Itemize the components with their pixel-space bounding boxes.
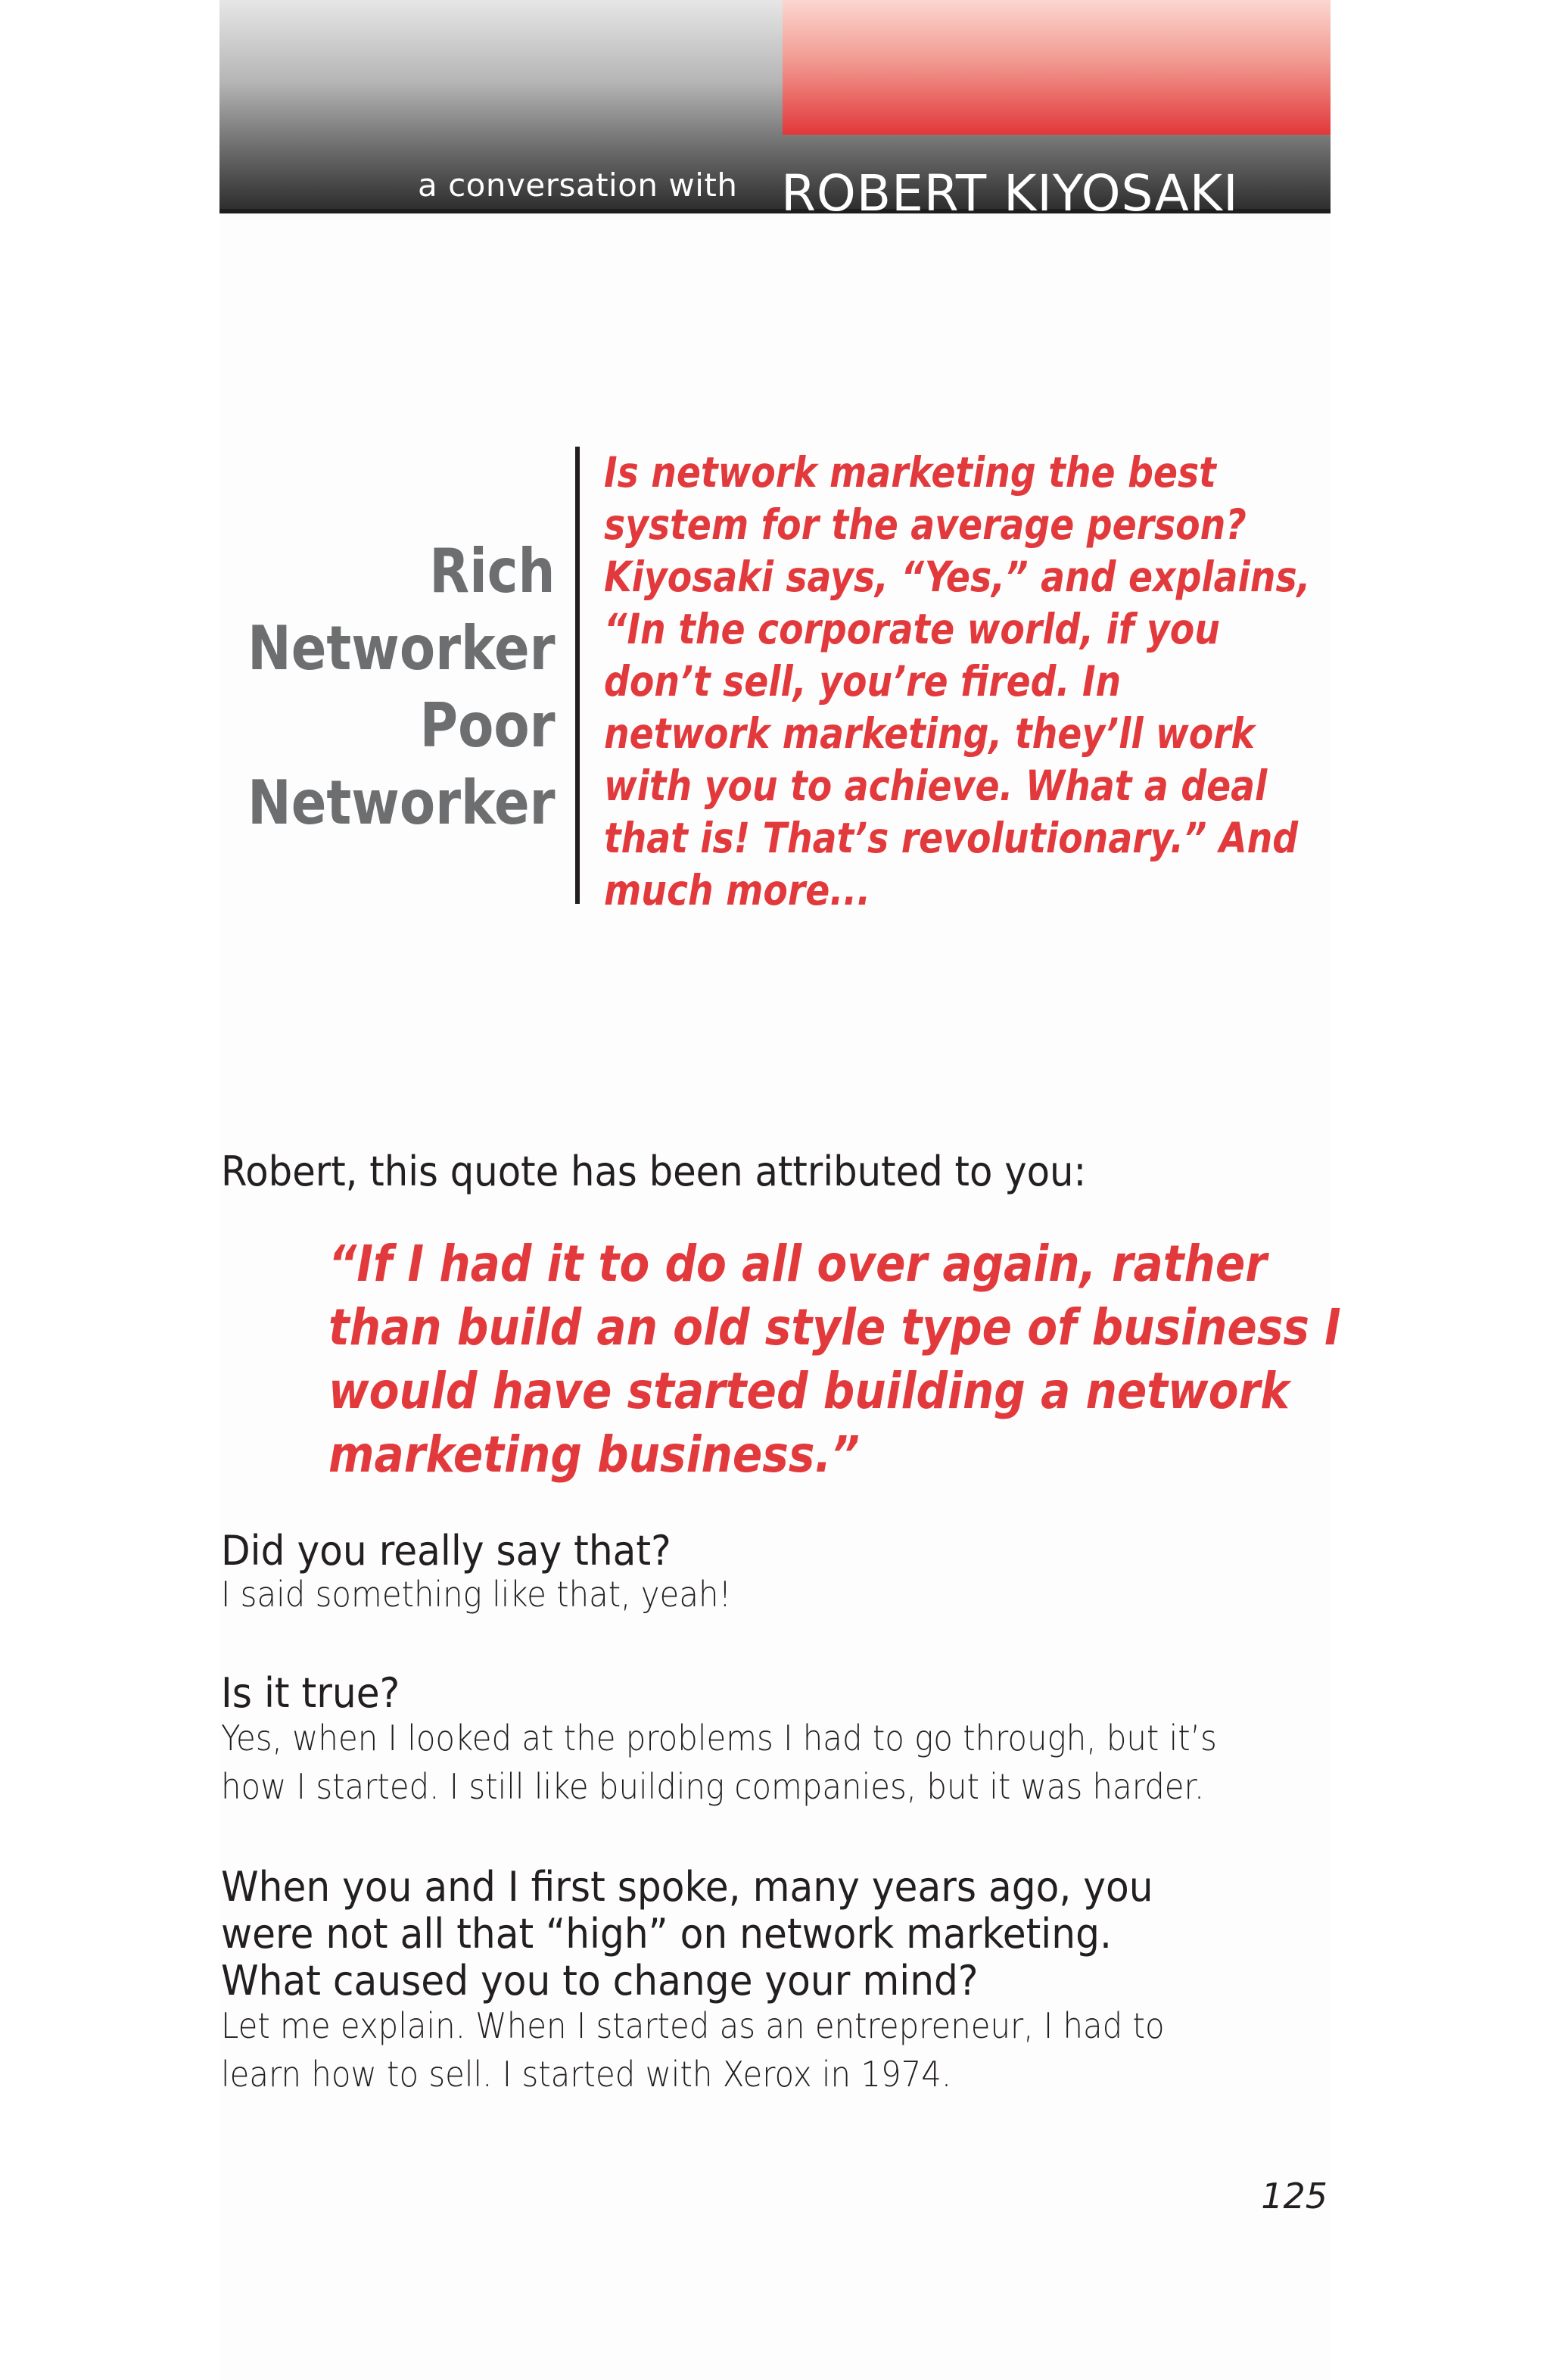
header-banner [219, 0, 1331, 213]
answer-line: Let me explain. When I started as an entrepreneur, I had to [221, 2005, 1165, 2046]
teaser-line: with you to achieve. What a deal [604, 762, 1268, 810]
article-title-line: Networker [247, 613, 556, 684]
pull-quote-line: marketing business.” [328, 1425, 860, 1484]
header-prefix: a conversation with [418, 167, 738, 204]
teaser-line: Kiyosaki says, “Yes,” and explains, [604, 553, 1311, 601]
answer [221, 2002, 1165, 2098]
question-line: When you and I first spoke, many years ago, you [221, 1863, 1153, 1911]
qa-block [221, 1864, 1258, 2098]
article-title-line: Poor [420, 690, 556, 761]
pull-quote-line: than build an old style type of business I [328, 1298, 1341, 1357]
teaser-line: system for the average person? [604, 500, 1247, 549]
teaser-line: network marketing, they’ll work [604, 709, 1256, 758]
article-title-line: Rich [429, 536, 556, 606]
answer [221, 1570, 731, 1618]
teaser-line: “In the corporate world, if you [604, 605, 1220, 653]
question-line: What caused you to change your mind? [221, 1957, 979, 2005]
page-number: 125 [1261, 2176, 1327, 2216]
teaser-line: that is! That’s revolutionary.” And [604, 814, 1299, 862]
article-title [248, 533, 556, 842]
header-name: ROBERT KIYOSAKI [781, 164, 1239, 213]
question [221, 1864, 1185, 2005]
answer-line: Yes, when I looked at the problems I had to go through, but it’s [221, 1718, 1217, 1759]
qa-block [221, 1670, 1315, 1811]
question-line: were not all that “high” on network marketing. [221, 1910, 1112, 1958]
answer-line: learn how to sell. I started with Xerox in 1974. [221, 2054, 952, 2095]
pull-quote [328, 1232, 1341, 1487]
teaser-line: Is network marketing the best [604, 448, 1216, 497]
article-teaser [604, 447, 1311, 917]
question [221, 1528, 742, 1575]
answer-line: I said something like that, yeah! [221, 1574, 732, 1615]
question-line: Is it true? [221, 1669, 400, 1717]
title-divider [575, 447, 580, 904]
answer-line: how I started. I still like building companies, but it was harder. [221, 1766, 1205, 1807]
teaser-line: don’t sell, you’re fired. In [604, 657, 1122, 706]
answer [221, 1714, 1217, 1811]
qa-block [221, 1528, 782, 1618]
article-title-line: Networker [247, 768, 556, 838]
question-line: Did you really say that? [221, 1527, 671, 1575]
banner-red-block [783, 0, 1331, 135]
question [221, 1670, 1239, 1717]
pull-quote-line: would have started building a network [328, 1362, 1290, 1420]
teaser-line: much more... [604, 866, 871, 914]
intro-question: Robert, this quote has been attributed to you: [221, 1148, 1087, 1195]
pull-quote-line: “If I had it to do all over again, rather [328, 1235, 1267, 1293]
